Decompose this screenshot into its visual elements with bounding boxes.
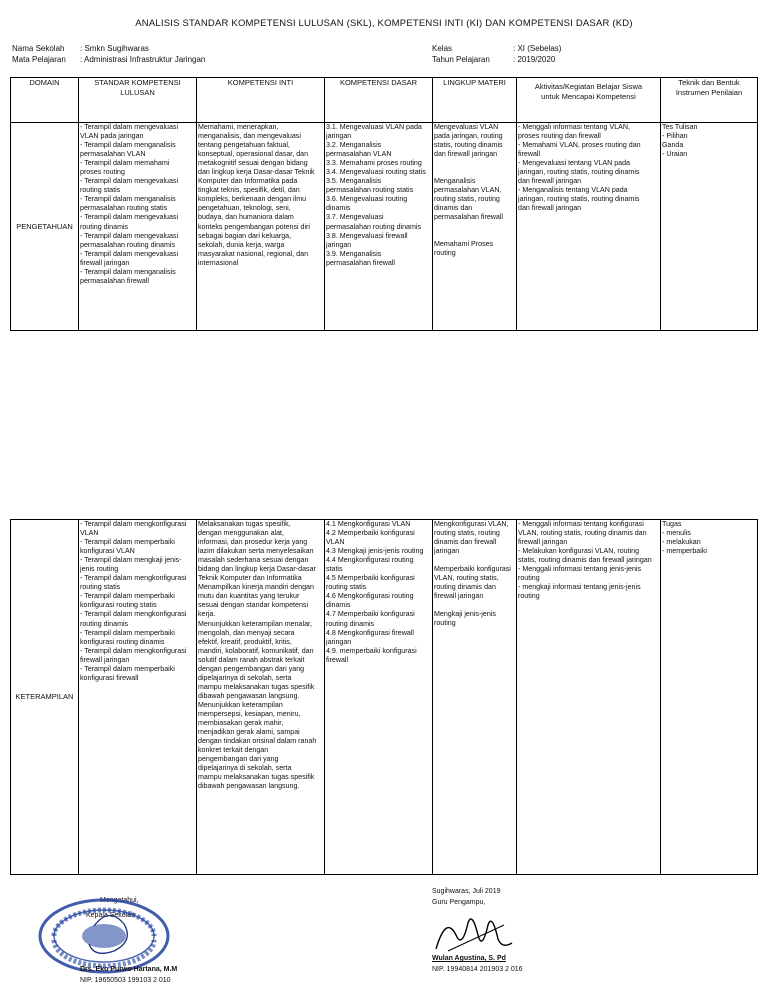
sig-right-name: Wulan Agustina, S. Pd	[432, 955, 506, 962]
cell-line: VLAN	[326, 538, 345, 547]
domain-pengetahuan: PENGETAHUAN	[11, 123, 79, 331]
teknik-cell	[661, 520, 758, 875]
cell-line: 4.2 Memperbaiki konfigurasi	[326, 529, 415, 538]
cell-line: firewall	[326, 655, 349, 664]
cell-line: permasalahan firewall	[326, 258, 396, 267]
cell-line: statis	[326, 565, 343, 574]
cell-line: 3.6. Mengevaluasi routing	[326, 195, 408, 204]
cell-line: efektif, kreatif, produktif, kritis,	[198, 637, 292, 646]
kd-cell	[325, 123, 433, 331]
cell-line: konfigurasi routing dinamis	[80, 637, 165, 646]
cell-line: firewall jaringan	[434, 592, 484, 601]
cell-line: - Terampil dalam menganalisis	[80, 141, 176, 150]
cell-line: Menampilkan kinerja mandiri dengan	[198, 583, 314, 592]
cell-line: mandiri, kolaboratif, komunikatif, dan	[198, 646, 314, 655]
cell-line: sebagai bagian dari keluarga,	[198, 231, 292, 240]
value-kelas: : XI (Sebelas)	[513, 44, 562, 53]
cell-line: permasalahan routing statis	[326, 186, 414, 195]
cell-line	[434, 601, 515, 610]
cell-line: - Mengevaluasi tentang VLAN pada	[518, 159, 630, 168]
cell-line: tentang pengetahuan faktual,	[198, 141, 290, 150]
cell-line: routing dinamis dan	[434, 583, 496, 592]
cell-line: - Terampil dalam memperbaiki	[80, 664, 175, 673]
cell-line: 4.8 Mengkonfigurasi firewall	[326, 628, 414, 637]
cell-line: Mengkonfigurasi VLAN,	[434, 520, 509, 528]
cell-line: statis, routing dinamis dan firewall jaringan	[518, 556, 652, 565]
cell-line: pada jaringan, routing	[434, 132, 503, 141]
cell-line: metakognitif sesuai dengan bidang	[198, 159, 308, 168]
cell-line: permasalahan firewall	[80, 276, 150, 285]
header-skl: STANDAR KOMPETENSI LULUSAN	[79, 78, 197, 123]
label-nama-sekolah: Nama Sekolah	[12, 44, 65, 53]
cell-line: - Melakukan konfigurasi VLAN, routing	[518, 547, 640, 556]
cell-line: Memahami Proses	[434, 240, 494, 249]
cell-line: konseptual, operasional dasar, dan	[198, 150, 309, 159]
cell-line: 3.3. Memahami proses routing	[326, 159, 422, 168]
cell-line: 4.1 Mengkonfigurasi VLAN	[326, 520, 411, 528]
header-aktivitas: Aktivitas/Kegiatan Belajar Siswa untuk Mencapai Kompetensi	[517, 78, 661, 123]
cell-line: mampu melaksanakan tugas spesifik	[198, 682, 315, 691]
cell-line: 4.5 Memperbaiki konfigurasi	[326, 574, 415, 583]
cell-line: Mengevaluasi VLAN	[434, 123, 499, 131]
cell-line: mempersepsi, kesiapan, meniru,	[198, 709, 301, 718]
cell-line: dipelajarinya di sekolah, serta	[198, 673, 292, 682]
cell-line: - Menggali informasi tentang VLAN,	[518, 123, 630, 131]
cell-line: VLAN, routing statis, routing dinamis dan	[518, 529, 647, 538]
cell-line: kompleks, berkenaan dengan ilmu	[198, 195, 307, 204]
cell-line: sekolah, dunia kerja, warga	[198, 240, 285, 249]
sig-left-nip: NIP. 19650503 199103 2 010	[80, 977, 171, 984]
cell-line: routing	[518, 592, 540, 601]
cell-line: - mengkaji informasi tentang jenis-jenis	[518, 583, 641, 592]
cell-line: - Terampil dalam mengevaluasi	[80, 249, 179, 258]
cell-line: dengan tindakan orisinal dalam ranah	[198, 737, 317, 746]
cell-line: Melaksanakan tugas spesifik,	[198, 520, 291, 528]
cell-line: menganalisis, dan mengevaluasi	[198, 132, 301, 141]
cell-line: pengetahuan, teknologi, seni,	[198, 204, 291, 213]
cell-line: routing	[434, 619, 456, 628]
cell-line: dinamis dan firewall	[434, 538, 497, 547]
header-materi: LINGKUP MATERI	[433, 78, 517, 123]
cell-line: - Menggali informasi tentang konfigurasi	[518, 520, 644, 528]
cell-line: - memperbaiki	[662, 547, 707, 556]
cell-line: firewall jaringan	[518, 538, 568, 547]
ki-cell	[197, 123, 325, 331]
cell-line: dinamis	[326, 601, 351, 610]
cell-line: - Menganalisis tentang VLAN pada	[518, 186, 628, 195]
cell-line: routing dinamis	[80, 619, 129, 628]
cell-line: - Terampil dalam mengkonfigurasi	[80, 610, 187, 619]
cell-line	[434, 231, 515, 240]
cell-line: jaringan	[326, 240, 352, 249]
cell-line: kerja.	[198, 610, 216, 619]
cell-line: statis, routing dinamis	[434, 141, 503, 150]
cell-line: routing statis, routing	[434, 195, 500, 204]
cell-line: - Menggali informasi tentang jenis-jenis	[518, 565, 642, 574]
cell-line: 4.7 Memperbaiki konfigurasi	[326, 610, 415, 619]
cell-line: Tes Tulisan	[662, 123, 698, 131]
cell-line: Tugas	[662, 520, 682, 528]
cell-line: - Terampil dalam mengkonfigurasi	[80, 646, 187, 655]
cell-line: jenis routing	[80, 565, 119, 574]
cell-line	[434, 556, 515, 565]
cell-line: Menunjukkan keterampilan menalar,	[198, 619, 312, 628]
aktivitas-cell	[517, 123, 661, 331]
cell-line: - Pilihan	[662, 132, 688, 141]
competency-table-keterampilan	[10, 519, 758, 875]
value-mata-pelajaran: : Administrasi Infrastruktur Jaringan	[80, 55, 206, 64]
cell-line: permasalahan VLAN	[80, 150, 146, 159]
cell-line: proses routing	[80, 168, 125, 177]
cell-line: 3.4. Mengevaluasi routing statis	[326, 168, 426, 177]
cell-line: firewall jaringan	[80, 258, 130, 267]
cell-line: jaringan, routing statis, routing dinamis	[518, 195, 640, 204]
header-ki: KOMPETENSI INTI	[197, 78, 325, 123]
cell-line: 3.2. Menganalisis	[326, 141, 382, 150]
sig-left-role: Kepala Sekolah	[86, 912, 136, 919]
cell-line: routing statis	[80, 186, 121, 195]
cell-line: jaringan	[326, 132, 352, 141]
cell-line: proses routing dan firewall	[518, 132, 601, 141]
cell-line: VLAN	[80, 529, 99, 538]
cell-line: Ganda	[662, 141, 684, 150]
cell-line: VLAN pada jaringan	[80, 132, 144, 141]
cell-line: permasalahan routing dinamis	[326, 222, 422, 231]
cell-line: 3.1. Mengevaluasi VLAN pada	[326, 123, 422, 131]
cell-line: - Terampil dalam mengkonfigurasi	[80, 520, 187, 528]
row-keterampilan	[11, 520, 758, 875]
materi-cell	[433, 123, 517, 331]
cell-line: 3.9. Menganalisis	[326, 249, 382, 258]
label-tahun: Tahun Pelajaran	[432, 55, 490, 64]
label-mata-pelajaran: Mata Pelajaran	[12, 55, 66, 64]
cell-line: permasalahan routing dinamis	[80, 240, 176, 249]
cell-line: jaringan, routing statis, routing dinamis	[518, 168, 640, 177]
cell-line: - Terampil dalam memperbaiki	[80, 592, 175, 601]
cell-line: dibawah pengawasan langsung.	[198, 782, 300, 791]
cell-line: Komputer dan Informatika pada	[198, 177, 298, 186]
sig-left-name: Drs. Eko Purwo Hartana, M.M	[80, 966, 178, 973]
cell-line: routing	[434, 249, 456, 258]
cell-line: - melakukan	[662, 538, 701, 547]
cell-line: dipelajarinya di sekolah, serta	[198, 764, 292, 773]
cell-line: konfigurasi routing statis	[80, 601, 157, 610]
kd-cell	[325, 520, 433, 875]
cell-line: Menunjukkan keterampilan	[198, 700, 283, 709]
cell-line: dan firewall jaringan	[518, 204, 582, 213]
cell-line: Memahami, menerapkan,	[198, 123, 279, 131]
cell-line: konfigurasi VLAN	[80, 547, 135, 556]
cell-line: - Uraian	[662, 150, 688, 159]
cell-line: Menganalisis	[434, 177, 476, 186]
cell-line: routing dinamis	[326, 619, 375, 628]
cell-line: permasalahan VLAN	[326, 150, 392, 159]
header-row	[11, 78, 758, 123]
page-title: ANALISIS STANDAR KOMPETENSI LULUSAN (SKL), KOMPETENSI INTI (KI) DAN KOMPETENSI DASAR (KD)	[135, 18, 633, 29]
cell-line: bidang dan lingkup kerja Dasar-dasar	[198, 565, 316, 574]
cell-line: - Terampil dalam menganalisis	[80, 195, 176, 204]
cell-line: internasional	[198, 258, 239, 267]
cell-line: Memperbaiki konfigurasi	[434, 565, 511, 574]
signature-icon	[428, 905, 518, 957]
cell-line: konkret terkait dengan	[198, 746, 269, 755]
cell-line: masyarakat nasional, regional, dan	[198, 249, 309, 258]
cell-line: solutif dalam ranah abstrak terkait	[198, 655, 305, 664]
cell-line: routing statis	[80, 583, 121, 592]
cell-line: routing dinamis	[80, 222, 129, 231]
cell-line: masalah sederhana sesuai dengan	[198, 556, 309, 565]
cell-line: - Terampil dalam memahami	[80, 159, 170, 168]
sig-right-role: Guru Pengampu,	[432, 899, 486, 906]
cell-line: - Terampil dalam mengevaluasi	[80, 177, 179, 186]
cell-line: - Terampil dalam memperbaiki	[80, 628, 175, 637]
cell-line: routing statis, routing	[434, 529, 500, 538]
teknik-cell	[661, 123, 758, 331]
cell-line: 3.8. Mengevaluasi firewall	[326, 231, 408, 240]
cell-line: firewall jaringan	[80, 655, 130, 664]
materi-cell	[433, 520, 517, 875]
sig-right-nip: NIP. 19940814 201903 2 016	[432, 966, 523, 973]
cell-line: routing statis	[326, 583, 367, 592]
cell-line: - Terampil dalam mengevaluasi	[80, 213, 179, 222]
row-pengetahuan	[11, 123, 758, 331]
school-stamp-icon	[34, 896, 174, 976]
cell-line: dan firewall jaringan	[518, 177, 582, 186]
header-kd: KOMPETENSI DASAR	[325, 78, 433, 123]
cell-line: dibawah pengawasan langsung.	[198, 691, 300, 700]
domain-keterampilan: KETERAMPILAN	[11, 520, 79, 875]
cell-line: mampu melaksanakan tugas spesifik	[198, 773, 315, 782]
cell-line: dan lingkup kerja Dasar-dasar Teknik	[198, 168, 315, 177]
sig-right-place-date: Sugihwaras, Juli 2019	[432, 888, 501, 895]
sig-left-line1: Mengetahui,	[100, 897, 139, 904]
cell-line	[434, 168, 515, 177]
cell-line: mutu dan kuantitas yang terukur	[198, 592, 300, 601]
cell-line: 4.6 Mengkonfigurasi routing	[326, 592, 414, 601]
cell-line: - Terampil dalam mengkaji jenis-	[80, 556, 182, 565]
cell-line: VLAN, routing statis,	[434, 574, 499, 583]
ki-cell	[197, 520, 325, 875]
header-teknik: Teknik dan Bentuk Instrumen Penilaian	[661, 78, 758, 123]
cell-line: - Memahami VLAN, proses routing dan	[518, 141, 641, 150]
cell-line: routing	[518, 574, 540, 583]
cell-line: 3.7. Mengevaluasi	[326, 213, 384, 222]
cell-line: konteks pengembangan potensi diri	[198, 222, 311, 231]
cell-line: dan firewall jaringan	[434, 150, 498, 159]
cell-line: permasalahan routing statis	[80, 204, 168, 213]
skl-cell	[79, 520, 197, 875]
value-tahun: : 2019/2020	[513, 55, 556, 64]
label-kelas: Kelas	[432, 44, 453, 53]
cell-line: Teknik Komputer dan Informatika	[198, 574, 302, 583]
cell-line: - Terampil dalam mengevaluasi	[80, 123, 179, 131]
cell-line: 4.4 Mengkonfigurasi routing	[326, 556, 414, 565]
cell-line: jaringan	[434, 547, 460, 556]
cell-line	[434, 159, 515, 168]
cell-line: pengembangan dari yang	[198, 755, 279, 764]
cell-line: - Terampil dalam mengkonfigurasi	[80, 574, 187, 583]
header-domain: DOMAIN	[11, 78, 79, 123]
competency-table	[10, 77, 758, 331]
aktivitas-cell	[517, 520, 661, 875]
value-nama-sekolah: : Smkn Sugihwaras	[80, 44, 149, 53]
cell-line: membiasakan gerak mahir,	[198, 719, 284, 728]
cell-line: dinamis dan	[434, 204, 473, 213]
cell-line: permasalahan VLAN,	[434, 186, 502, 195]
cell-line: dinamis	[326, 204, 351, 213]
cell-line: - menulis	[662, 529, 691, 538]
cell-line: jaringan	[326, 637, 352, 646]
cell-line: mengolah, dan menyaji secara	[198, 628, 295, 637]
cell-line: 4.9. memperbaiki konfigurasi	[326, 646, 417, 655]
cell-line: 4.3 Mengkaji jenis-jenis routing	[326, 547, 424, 556]
cell-line: - Terampil dalam mengevaluasi	[80, 231, 179, 240]
cell-line: Mengkaji jenis-jenis	[434, 610, 496, 619]
cell-line: sesuai dengan standar kompetensi	[198, 601, 309, 610]
cell-line: lazim dilakukan serta menyelesaikan	[198, 547, 314, 556]
cell-line: 3.5. Menganalisis	[326, 177, 382, 186]
cell-line: dengan pengembangan dari yang	[198, 664, 305, 673]
cell-line: permasalahan firewall	[434, 213, 504, 222]
cell-line: budaya, dan humaniora dalam	[198, 213, 294, 222]
cell-line: menjadikan gerak alami, sampai	[198, 728, 300, 737]
cell-line: informasi, dan prosedur kerja yang	[198, 538, 308, 547]
cell-line: - Terampil dalam memperbaiki	[80, 538, 175, 547]
cell-line: dengan menggunakan alat,	[198, 529, 284, 538]
cell-line: firewall	[518, 150, 541, 159]
cell-line	[434, 222, 515, 231]
skl-cell	[79, 123, 197, 331]
cell-line: tingkat teknis, spesifik, detil, dan	[198, 186, 300, 195]
cell-line: konfigurasi firewall	[80, 673, 139, 682]
cell-line: - Terampil dalam menganalisis	[80, 267, 176, 276]
